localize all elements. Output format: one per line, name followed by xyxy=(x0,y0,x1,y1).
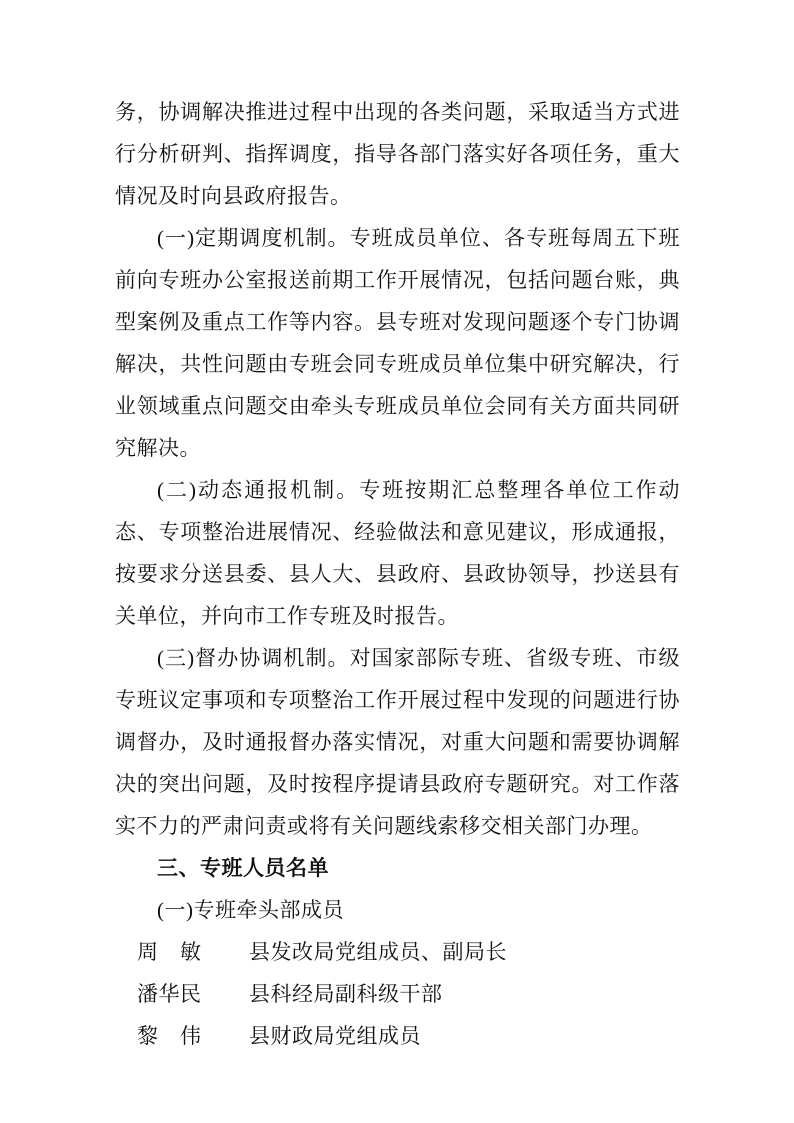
roster-list xyxy=(115,931,680,1057)
roster-title: 县财政局党组成员 xyxy=(249,1024,421,1048)
roster-title: 县发改局党组成员、副局长 xyxy=(249,940,507,964)
roster-title: 县科经局副科级干部 xyxy=(249,982,443,1006)
roster-name: 黎 伟 xyxy=(137,1024,202,1048)
body-paragraph-mechanism-3: (三)督办协调机制。对国家部际专班、省级专班、市级专班议定事项和专项整治工作开展过程中发现的问题进行协调督办，及时通报督办落实情况，对重大问题和需要协调解决的突出问题，及时按程序提请县政府专题研究。对工作落实不力的严肃问责或将有关问题线索移交相关部门办理。 xyxy=(115,646,680,838)
roster-row xyxy=(115,973,680,1015)
subsection-heading-lead-members: (一)专班牵头部成员 xyxy=(157,898,344,922)
roster-name: 潘华民 xyxy=(137,982,202,1006)
body-paragraph-continuation: 务，协调解决推进过程中出现的各类问题，采取适当方式进行分析研判、指挥调度，指导各部门落实好各项任务，重大情况及时向县政府报告。 xyxy=(115,100,680,208)
roster-row xyxy=(115,931,680,973)
roster-row xyxy=(115,1015,680,1057)
section-heading-roster: 三、专班人员名单 xyxy=(157,856,329,880)
body-paragraph-mechanism-1: (一)定期调度机制。专班成员单位、各专班每周五下班前向专班办公室报送前期工作开展情况，包括问题台账，典型案例及重点工作等内容。县专班对发现问题逐个专门协调解决，共性问题由专班会同专班成员单位集中研究解决，行业领域重点问题交由牵头专班成员单位会同有关方面共同研究解决。 xyxy=(115,226,680,460)
roster-name: 周 敏 xyxy=(137,940,202,964)
body-paragraph-mechanism-2: (二)动态通报机制。专班按期汇总整理各单位工作动态、专项整治进展情况、经验做法和意见建议，形成通报，按要求分送县委、县人大、县政府、县政协领导，抄送县有关单位，并向市工作专班及时报告。 xyxy=(115,478,680,628)
